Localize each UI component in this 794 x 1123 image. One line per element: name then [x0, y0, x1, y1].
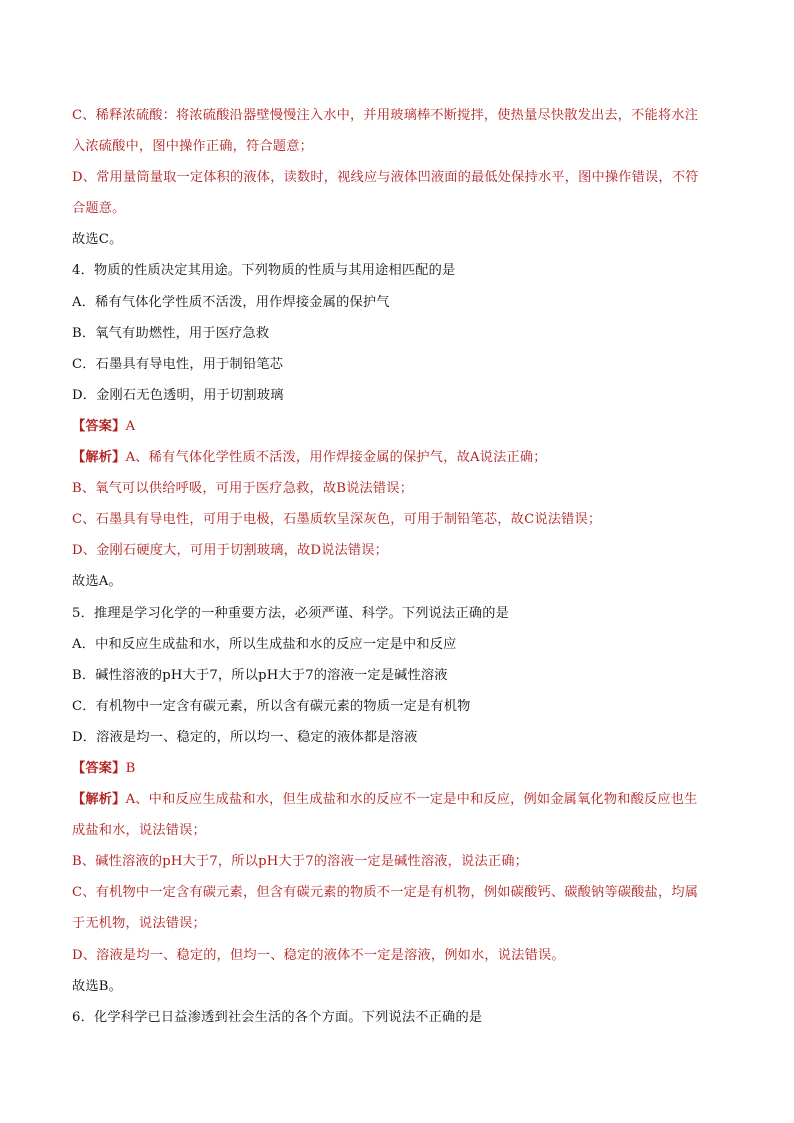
text-line — [72, 660, 724, 691]
line-text: 4．物质的性质决定其用途。下列物质的性质与其用途相匹配的是 — [72, 263, 456, 279]
text-line — [72, 131, 724, 162]
line-text: 成盐和水，说法错误； — [72, 823, 206, 839]
line-text: C、石墨具有导电性，可用于电极，石墨质软呈深灰色，可用于制铅笔芯，故C说法错误； — [72, 512, 602, 528]
text-line — [72, 224, 724, 255]
text-line — [72, 877, 724, 908]
text-line — [72, 100, 724, 131]
text-line — [72, 411, 724, 442]
line-text: B．碱性溶液的pH大于7，所以pH大于7的溶液一定是碱性溶液 — [72, 667, 448, 683]
line-text: D、常用量筒量取一定体积的液体，读数时，视线应与液体凹液面的最低处保持水平，图中操作错误，不符 — [72, 170, 699, 186]
line-text: C．石墨具有导电性，用于制铅笔芯 — [72, 356, 284, 372]
line-text: D、溶液是均一、稳定的，但均一、稳定的液体不一定是溶液，例如水，说法错误。 — [72, 947, 565, 963]
line-text: A．稀有气体化学性质不活泼，用作焊接金属的保护气 — [72, 294, 390, 310]
line-text: 故选C。 — [72, 232, 123, 248]
line-text: A．中和反应生成盐和水，所以生成盐和水的反应一定是中和反应 — [72, 636, 457, 652]
line-text: B．氧气有助燃性，用于医疗急救 — [72, 325, 270, 341]
line-text: D、金刚石硬度大，可用于切割玻璃，故D说法错误； — [72, 543, 389, 559]
line-text: 6．化学科学已日益渗透到社会生活的各个方面。下列说法不正确的是 — [72, 1009, 483, 1025]
text-line — [72, 598, 724, 629]
line-text: 入浓硫酸中，图中操作正确，符合题意； — [72, 139, 313, 155]
line-text: A、中和反应生成盐和水，但生成盐和水的反应不一定是中和反应，例如金属氧化物和酸反应也生 — [125, 792, 698, 808]
text-line — [72, 473, 724, 504]
text-line — [72, 753, 724, 784]
text-line — [72, 691, 724, 722]
line-text: 合题意。 — [72, 201, 126, 217]
line-text: A、稀有气体化学性质不活泼，用作焊接金属的保护气，故A说法正确； — [125, 450, 547, 466]
text-line — [72, 815, 724, 846]
text-line — [72, 629, 724, 660]
text-line — [72, 784, 724, 815]
line-text: C．有机物中一定含有碳元素，所以含有碳元素的物质一定是有机物 — [72, 698, 471, 714]
line-text: 故选A。 — [72, 574, 122, 590]
text-line — [72, 1002, 724, 1033]
text-line — [72, 255, 724, 286]
text-line — [72, 846, 724, 877]
text-line — [72, 722, 724, 753]
answer-label: 【答案】 — [72, 418, 126, 434]
line-text: C、稀释浓硫酸：将浓硫酸沿器壁慢慢注入水中，并用玻璃棒不断搅拌，使热量尽快散发出去，不能将水注 — [72, 108, 699, 123]
analysis-label: 【解析】 — [72, 450, 126, 466]
text-line — [72, 193, 724, 224]
text-line — [72, 318, 724, 349]
analysis-label: 【解析】 — [72, 792, 126, 808]
answer-value: A — [125, 418, 136, 434]
document-body — [72, 100, 724, 1033]
line-text: 于无机物，说法错误； — [72, 916, 206, 932]
text-line — [72, 566, 724, 597]
line-text: C、有机物中一定含有碳元素，但含有碳元素的物质不一定是有机物，例如碳酸钙、碳酸钠等碳酸盐，均属 — [72, 885, 699, 901]
text-line — [72, 287, 724, 318]
text-line — [72, 162, 724, 193]
text-line — [72, 940, 724, 971]
text-line — [72, 971, 724, 1002]
line-text: D．金刚石无色透明，用于切割玻璃 — [72, 387, 284, 403]
text-line — [72, 380, 724, 411]
line-text: 故选B。 — [72, 978, 123, 994]
text-line — [72, 349, 724, 380]
answer-label: 【答案】 — [72, 760, 126, 776]
text-line — [72, 908, 724, 939]
line-text: B、氧气可以供给呼吸，可用于医疗急救，故B说法错误； — [72, 481, 414, 497]
text-line — [72, 442, 724, 473]
line-text: B、碱性溶液的pH大于7，所以pH大于7的溶液一定是碱性溶液，说法正确； — [72, 854, 528, 870]
text-line — [72, 535, 724, 566]
answer-value: B — [125, 760, 136, 776]
line-text: 5．推理是学习化学的一种重要方法，必须严谨、科学。下列说法正确的是 — [72, 605, 509, 621]
text-line — [72, 504, 724, 535]
line-text: D．溶液是均一、稳定的，所以均一、稳定的液体都是溶液 — [72, 729, 418, 745]
